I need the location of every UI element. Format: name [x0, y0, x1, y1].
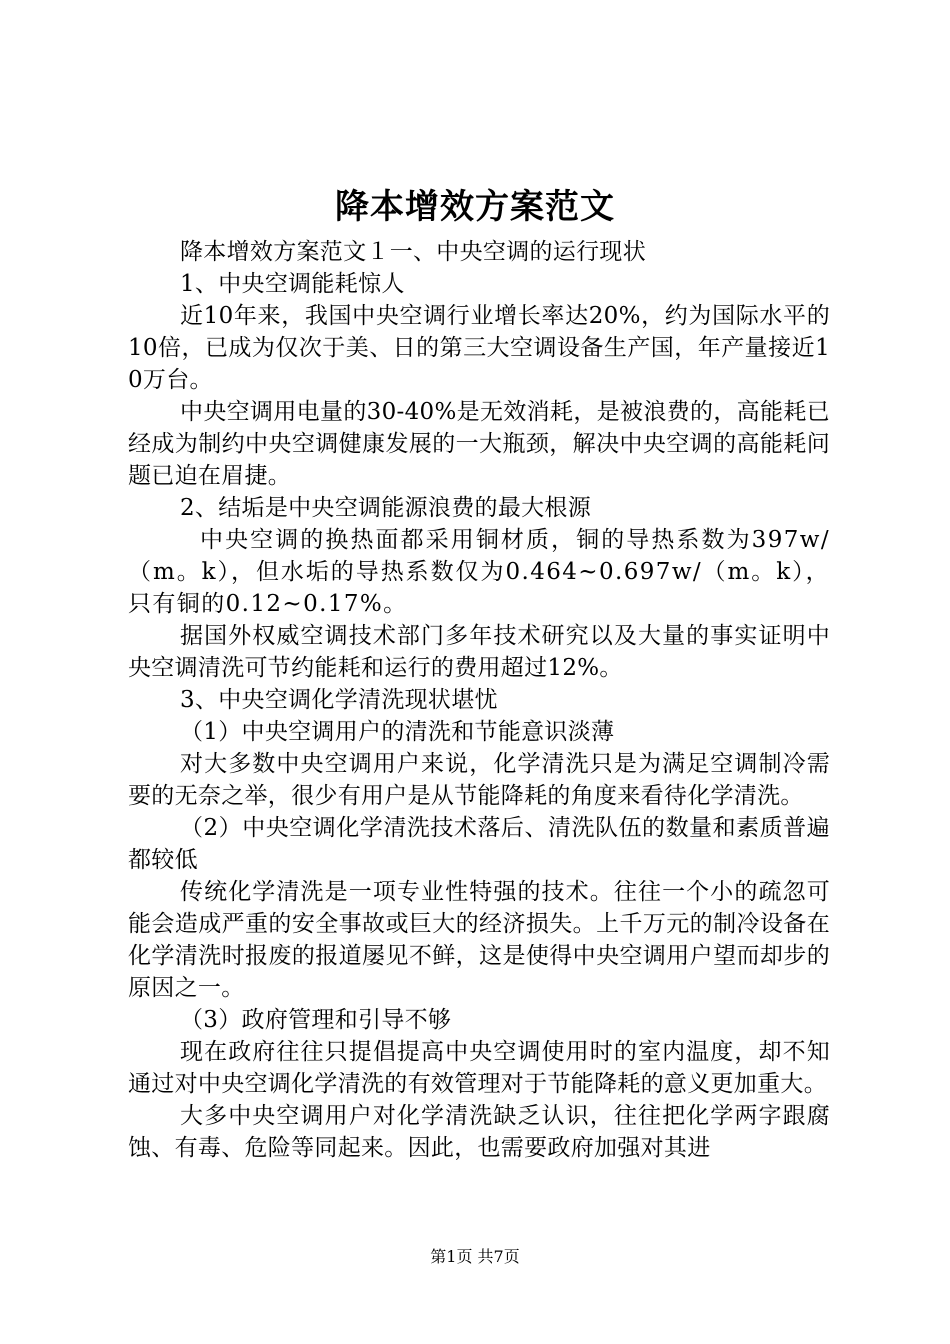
page-footer: 第1页 共7页 — [430, 1247, 520, 1266]
paragraph: 大多中央空调用户对化学清洗缺乏认识，往往把化学两字跟腐蚀、有毒、危险等同起来。因此，也需要政府加强对其进 — [128, 1103, 830, 1161]
section-heading-1: 1、中央空调能耗惊人 — [180, 271, 405, 297]
paragraph: 对大多数中央空调用户来说，化学清洗只是为满足空调制冷需要的无奈之举，很少有用户是从节能降耗的角度来看待化学清洗。 — [128, 751, 830, 809]
paragraph: 近10年来，我国中央空调行业增长率达20%，约为国际水平的10倍，已成为仅次于美、日的第三大空调设备生产国，年产量接近10万台。 — [128, 303, 830, 393]
paragraph: 传统化学清洗是一项专业性特强的技术。往往一个小的疏忽可能会造成严重的安全事故或巨大的经济损失。上千万元的制冷设备在化学清洗时报废的报道屡见不鲜，这是使得中央空调用户望而却步的原因之一。 — [128, 879, 830, 1001]
document-body — [128, 236, 830, 1164]
subsection-heading-1: （1）中央空调用户的清洗和节能意识淡薄 — [180, 719, 615, 745]
document-title: 降本增效方案范文 — [335, 187, 615, 227]
paragraph: 现在政府往往只提倡提高中央空调使用时的室内温度，却不知通过对中央空调化学清洗的有效管理对于节能降耗的意义更加重大。 — [128, 1039, 830, 1097]
paragraph: 中央空调用电量的30-40%是无效消耗，是被浪费的，高能耗已经成为制约中央空调健康发展的一大瓶颈，解决中央空调的高能耗问题已迫在眉捷。 — [128, 399, 830, 489]
subsection-heading-2: （2）中央空调化学清洗技术落后、清洗队伍的数量和素质普遍都较低 — [128, 815, 830, 873]
paragraph-intro-heading: 降本增效方案范文１一、中央空调的运行现状 — [180, 239, 646, 265]
subsection-heading-3: （3）政府管理和引导不够 — [180, 1007, 452, 1033]
paragraph: 据国外权威空调技术部门多年技术研究以及大量的事实证明中央空调清洗可节约能耗和运行的费用超过12%。 — [128, 623, 830, 681]
paragraph: 中央空调的换热面都采用铜材质，铜的导热系数为397w/（m。k），但水垢的导热系数仅为0.464~0.697w/（m。k），只有铜的0.12~0.17%。 — [128, 527, 830, 617]
section-heading-2: 2、结垢是中央空调能源浪费的最大根源 — [180, 495, 592, 521]
section-heading-3: 3、中央空调化学清洗现状堪忧 — [180, 687, 498, 713]
